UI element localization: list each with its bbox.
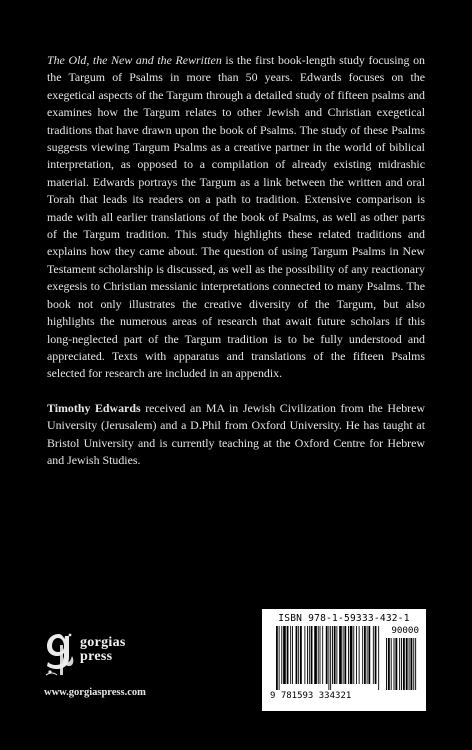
publisher-name-line2: press [80,649,113,664]
barcode-bar [356,626,357,684]
author-bio-text: received an MA in Jewish Civilization from the Hebrew University (Jerusalem) and a D.Phil from Oxford University. He has taught at Bristol University and is currently teaching at the Oxford Centre for Hebrew and Jewish Studies. [47,400,425,467]
barcode-addon-bar [403,638,405,690]
barcode-bar [375,626,377,684]
barcode-bar [276,626,278,690]
barcode-bar [343,626,344,684]
gp-monogram-icon [44,631,74,677]
barcode-addon-bar [391,638,392,690]
barcode-bar [311,626,313,684]
barcode-addon-bar [394,638,395,690]
barcode-bar [304,626,305,684]
barcode-bar [307,626,308,684]
barcode-bar [373,626,374,684]
barcode-bar [362,626,363,684]
price-code: 90000 [391,625,419,636]
publisher-url: www.gorgiaspress.com [44,687,146,698]
barcode-bar [287,626,289,684]
barcode-addon-bar [406,638,408,690]
barcode-addon-bar [409,638,410,690]
barcode-bar [279,626,280,690]
barcode-bar [298,626,299,684]
barcode-bar [320,626,321,684]
barcode-bar [339,626,342,684]
barcode-addon-bar [415,638,416,690]
publisher-block [44,628,244,698]
book-description [47,52,425,383]
barcode-bar [322,626,323,684]
publisher-name [80,636,126,664]
barcode-bar [290,626,291,684]
barcode-bar [296,626,298,684]
barcode-bar [326,626,328,684]
barcode-addon-bar [399,638,400,690]
barcode-bar [328,626,329,690]
barcode-bar [336,626,337,684]
book-title: The Old, the New and the Rewritten [47,53,222,67]
barcode-bar [292,626,293,684]
barcode-bar [281,626,282,684]
barcode-addon-bar [395,638,397,690]
publisher-name-line1: gorgias [80,635,126,650]
author-name: Timothy Edwards [47,400,141,415]
barcode-digits: 9 781593 334321 [270,691,352,700]
isbn-label: ISBN 978-1-59333-432-1 [278,613,410,624]
barcode-addon-bar [386,638,387,690]
barcode-bar [344,626,346,684]
barcode-addon-bar [413,638,414,690]
barcode-bar [314,626,317,684]
barcode-bars [268,626,424,700]
barcode-addon-bar [388,638,390,690]
description-text: is the first book-length study focusing on the Targum of Psalms in more than 50 years. Edwards focuses on the exegetical aspects of the Targum through a detailed study of fifteen psalms and examines how the Targum relates to other Jewish and Christian exegetical traditions that have drawn upon the book of Psalms. The study of these Psalms suggests viewing Targum Psalms as a creative partner in the world of biblical interpretation, as opposed to a compilation of already existing midrashic material. Edwards portrays the Targum as a link between the written and oral Torah that leads its readers on a path to tradition. Extensive comparison is made with all earlier translations of the book of Psalms, as well as other parts of the Targum tradition. This study highlights these related traditions and explains how they came about. The question of using Targum Psalms in New Testament scholarship is discussed, as well as the possibility of any reactionary exegesis to Christian messianic interpretations connected to many Psalms. The book not only illustrates the creative diversity of the Targum, but also highlights the numerous areas of research that await future scholars if this long-neglected part of the Targum tradition is to be fully understood and appreciated. Texts with apparatus and translations of the fifteen Psalms selected for research are included in an appendix. [47,53,425,381]
barcode-bar [332,626,333,684]
barcode-bar [318,626,319,684]
barcode-bar [359,626,360,684]
barcode-bar [300,626,302,684]
barcode-bar [348,626,349,684]
barcode-bar [350,626,353,684]
barcode-bar [330,626,331,690]
isbn-barcode [262,609,426,711]
cover-text [47,52,425,469]
barcode-addon-bar [401,638,402,690]
barcode-bar [334,626,336,684]
barcode-bar [353,626,354,684]
barcode-bar [309,626,310,684]
barcode-bar [368,626,370,684]
barcode-bar [378,626,379,690]
barcode-addon-bar [410,638,412,690]
author-bio [47,400,425,470]
barcode-bar [283,626,286,684]
barcode-bar [364,626,366,684]
barcode-bar [367,626,368,684]
